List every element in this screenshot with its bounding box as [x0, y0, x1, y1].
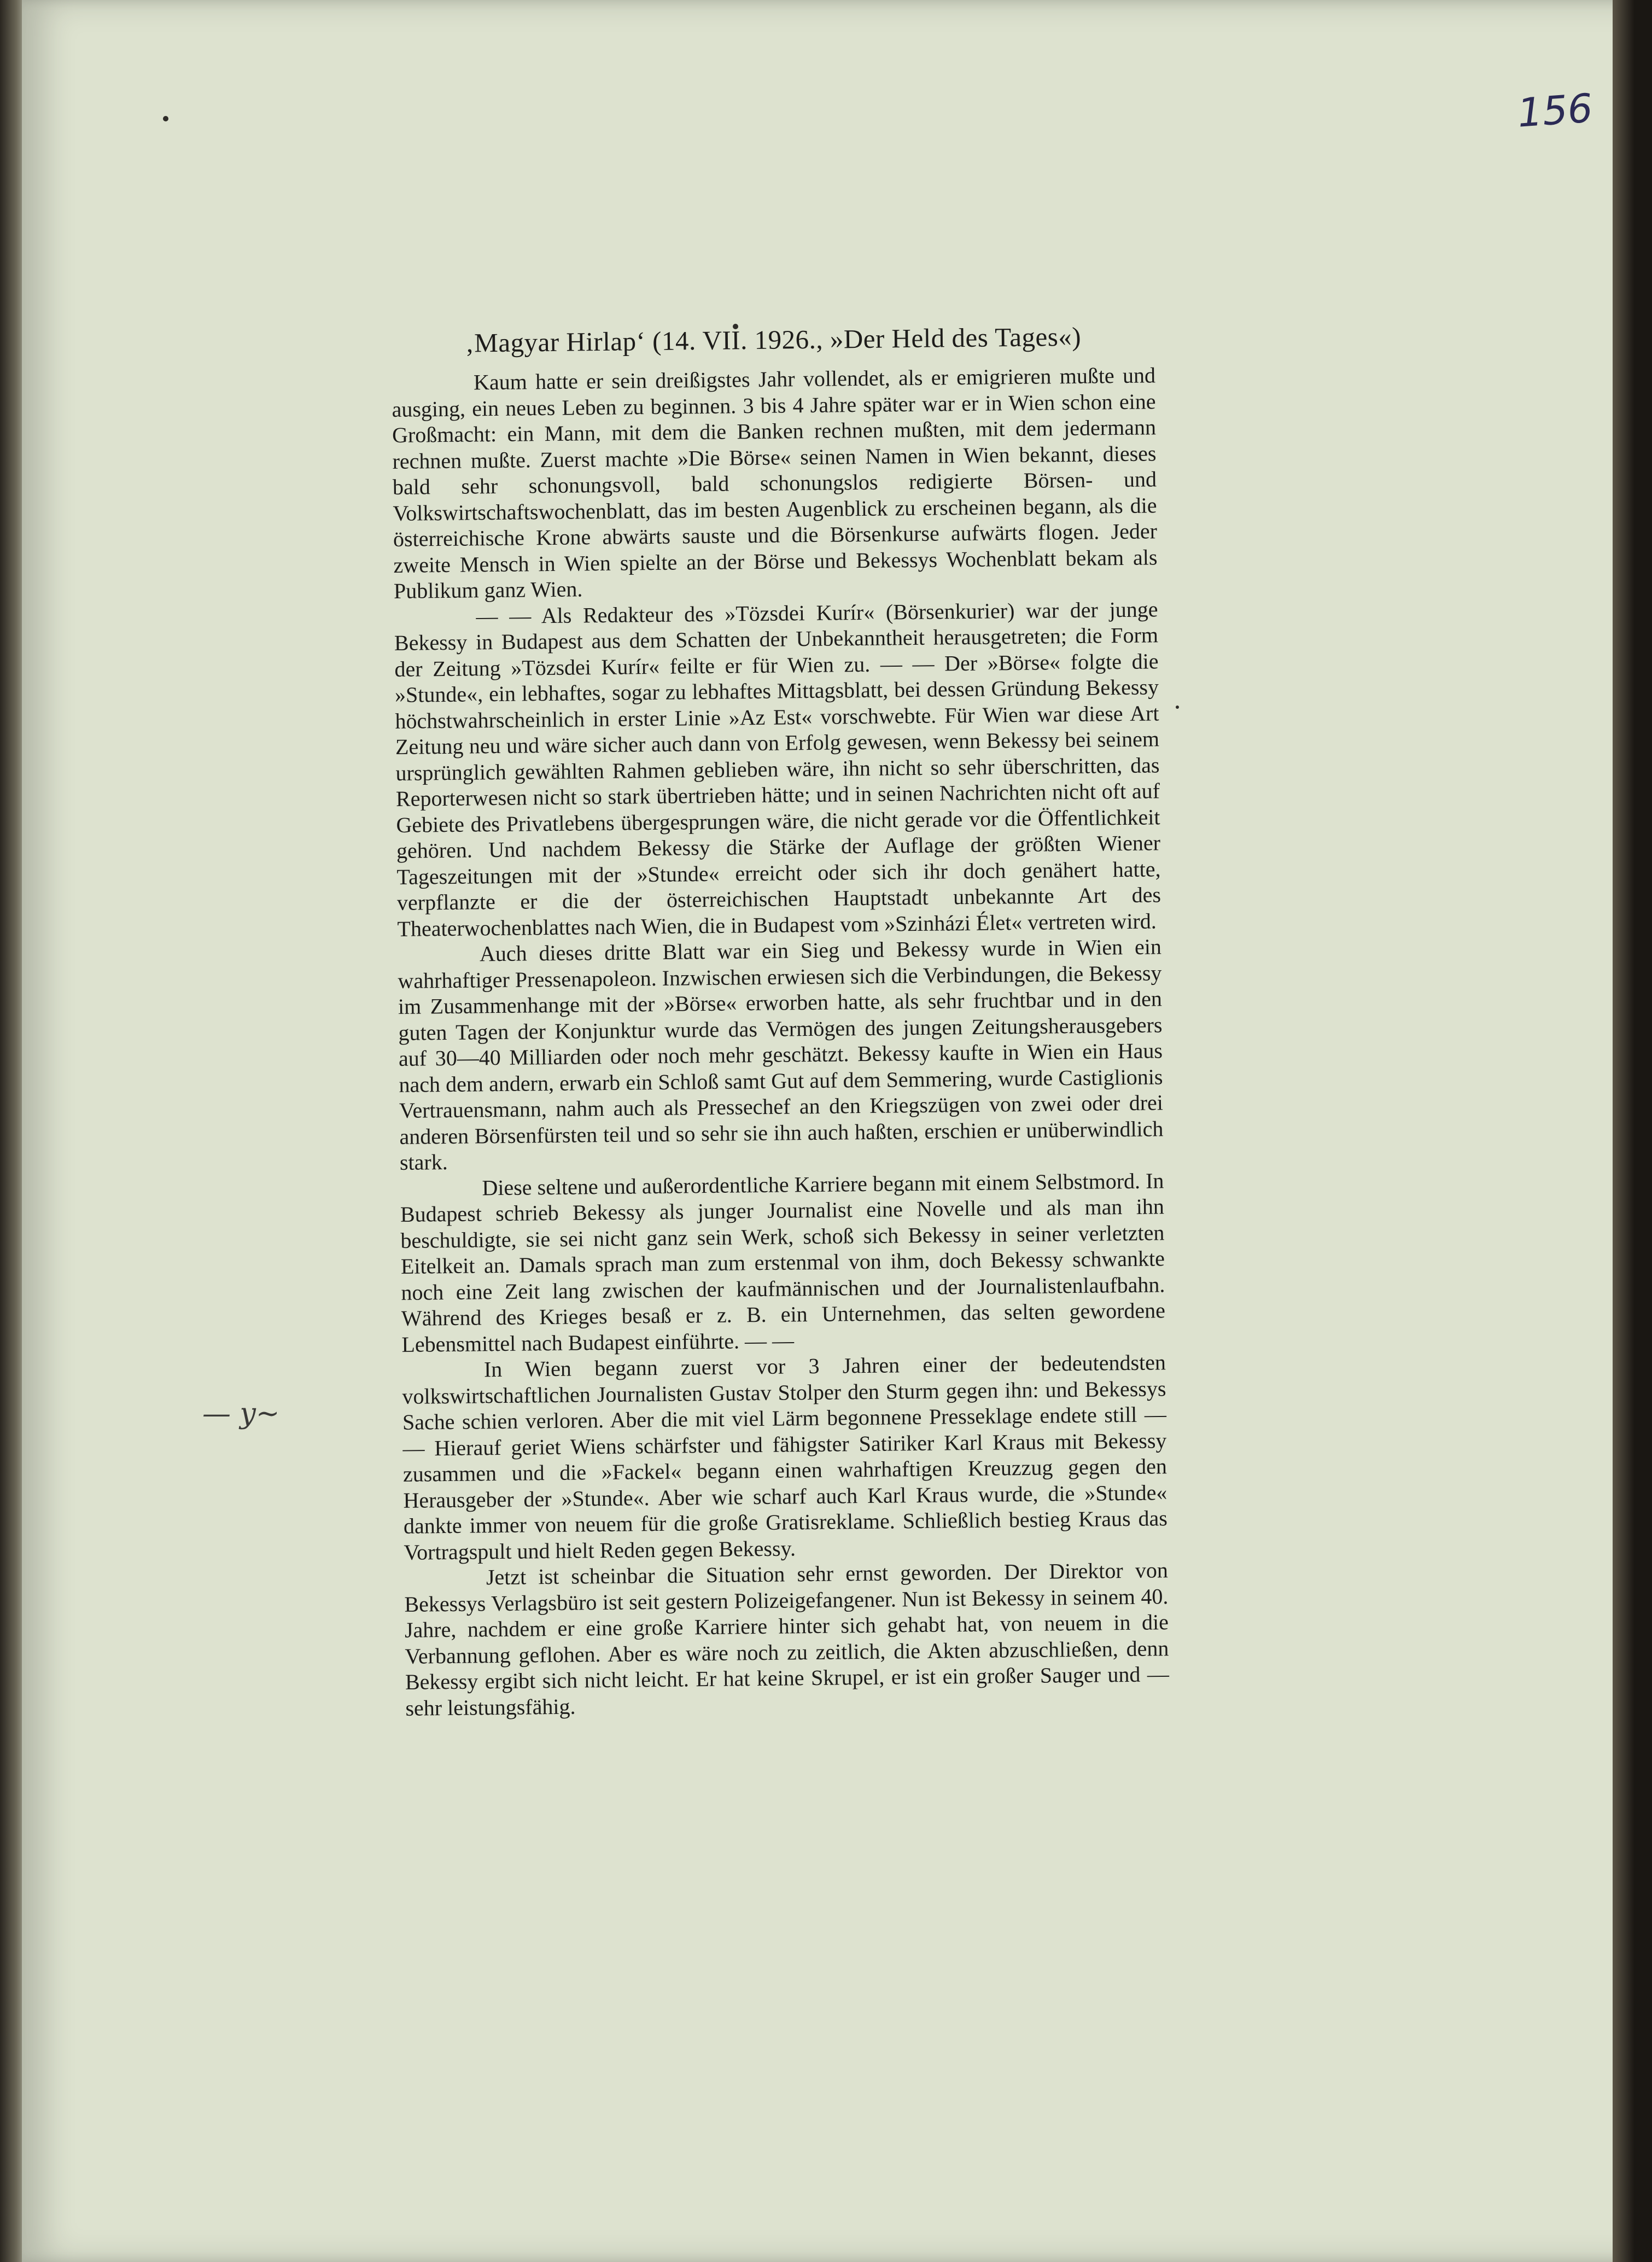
paragraph-3: Auch dieses dritte Blatt war ein Sieg und Bekessy wurde in Wien ein wahrhaftiger Pressenapoleon. Inzwischen erwiesen sich die Verbindungen, die Bekessy im Zusammenhange mit der »Börse« erworben hatte, als sehr fruchtbar und in den guten Tagen der Konjunktur wurde das Vermögen des jungen Zeitungsherausgebers auf 30—40 Milliarden oder noch mehr geschätzt. Bekessy kaufte in Wien ein Haus nach dem andern, erwarb ein Schloß samt Gut auf dem Semmering, wurde Castiglionis Vertrauensmann, nahm auch als Pressechef an den Kriegszügen von zwei oder drei anderen Börsenfürsten teil und so sehr sie ihn auch haßten, erschien er unüberwindlich stark.	[398, 934, 1164, 1175]
paragraph-4: Diese seltene und außerordentliche Karriere begann mit einem Selbstmord. In Budapest schrieb Bekessy als junger Journalist eine Novelle und als man ihn beschuldigte, sie sei nicht ganz sein Werk, schoß sich Bekessy in seiner verletzten Eitelkeit an. Damals sprach man zum erstenmal von ihm, doch Bekessy schwankte noch eine Zeit lang zwischen der kaufmännischen und der Journalistenlaufbahn. Während des Krieges besaß er z. B. ein Unternehmen, das selten gewordene Lebensmittel nach Budapest einführte. — —	[400, 1168, 1166, 1357]
scan-right-edge	[1613, 0, 1652, 2262]
speck-1	[163, 116, 168, 121]
paragraph-1: Kaum hatte er sein dreißigstes Jahr vollendet, als er emigrieren mußte und ausging, ein neues Leben zu beginnen. 3 bis 4 Jahre später war er in Wien schon eine Großmacht: ein Mann, mit dem die Banken rechnen mußten, mit dem jedermann rechnen mußte. Zuerst machte »Die Börse« seinen Namen in Wien bekannt, dieses bald sehr schonungsvoll, bald schonungslos redigierte Börsen- und Volkswirtschaftswochenblatt, das im besten Augenblick zu erscheinen begann, als die österreichische Krone abwärts sauste und die Börsenkurse aufwärts flogen. Jeder zweite Mensch in Wien spielte an der Börse und Bekessys Wochenblatt bekam als Publikum ganz Wien.	[392, 363, 1158, 603]
paragraph-6: Jetzt ist scheinbar die Situation sehr ernst geworden. Der Direktor von Bekessys Verlagsbüro ist seit gestern Polizeigefangener. Nun ist Bekessy in seinem 40. Jahre, nachdem er eine große Karriere hinter sich gehabt hat, von neuem in die Verbannung geflohen. Aber es wäre noch zu zeitlich, die Akten abzuschließen, denn Bekessy ergibt sich nicht leicht. Er hat keine Skrupel, er ist ein großer Sauger und — sehr leistungsfähig.	[404, 1558, 1170, 1721]
paragraph-2: — — Als Redakteur des »Tözsdei Kurír« (Börsenkurier) war der junge Bekessy in Budapest aus dem Schatten der Unbekanntheit herausgetreten; die Form der Zeitung »Tözsdei Kurír« feilte er für Wien zu. — — Der »Börse« folgte die »Stunde«, ein lebhaftes, sogar zu lebhaftes Mittagsblatt, bei dessen Gründung Bekessy höchstwahrscheinlich in erster Linie »Az Est« vorschwebte. Für Wien war diese Art Zeitung neu und wäre sicher auch dann von Erfolg gewesen, wenn Bekessy bei seinem ursprünglich gewählten Rahmen geblieben wäre, ihn nicht so sehr überschritten, das Reporterwesen nicht so stark übertrieben hätte; und in seinen Nachrichten nicht oft auf Gebiete des Privatlebens übergesprungen wäre, die nicht gerade vor die Öffentlichkeit gehören. Und nachdem Bekessy die Stärke der Auflage der größten Wiener Tageszeitungen mit der »Stunde« erreicht oder sich ihr doch genähert hatte, verpflanzte er die der österreichischen Hauptstadt unbekannte Art des Theaterwochenblattes nach Wien, die in Budapest vom »Szinházi Élet« vertreten wird.	[394, 596, 1161, 941]
margin-annotation: — y~	[202, 1397, 280, 1430]
article-title: ‚Magyar Hirlap‘ (14. VII. 1926., »Der Held des Tages«)	[465, 321, 1082, 358]
speck-3	[1176, 706, 1179, 709]
article	[391, 320, 1170, 1721]
paragraph-5: In Wien begann zuerst vor 3 Jahren einer der bedeutendsten volkswirtschaftlichen Journalisten Gustav Stolper den Sturm gegen ihn: und Bekessys Sache schien verloren. Aber die mit viel Lärm begonnene Presseklage endete still — — Hierauf geriet Wiens schärfster und fähigster Satiriker Karl Kraus mit Bekessy zusammen und die »Fackel« begann einen wahrhaftigen Kreuzzug gegen den Herausgeber der »Stunde«. Aber wie scharf auch Karl Kraus wurde, die »Stunde« dankte immer von neuem für die große Gratisreklame. Schließlich bestieg Kraus das Vortragspult und hielt Reden gegen Bekessy.	[402, 1350, 1168, 1565]
folio-number: 156	[1516, 85, 1595, 136]
